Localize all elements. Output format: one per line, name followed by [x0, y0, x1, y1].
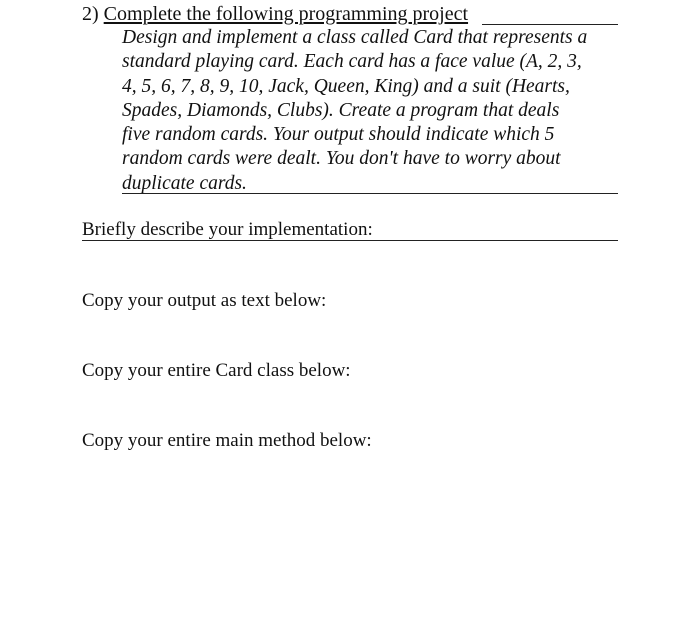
task-line: 4, 5, 6, 7, 8, 9, 10, Jack, Queen, King) and a suit (Hearts,: [122, 75, 570, 97]
question-number: 2): [82, 3, 99, 25]
task-line: Spades, Diamonds, Clubs). Create a program that deals: [122, 99, 560, 121]
describe-answer-line: [82, 240, 618, 241]
card-class-prompt: Copy your entire Card class below:: [82, 360, 351, 381]
describe-prompt: Briefly describe your implementation:: [82, 219, 373, 240]
output-prompt: Copy your output as text below:: [82, 290, 327, 311]
task-line: duplicate cards.: [122, 172, 247, 194]
main-method-prompt: Copy your entire main method below:: [82, 430, 372, 451]
question-heading: [82, 3, 618, 25]
task-line: five random cards. Your output should indicate which 5: [122, 124, 555, 146]
question-title: Complete the following programming project: [103, 3, 469, 25]
task-line: Design and implement a class called Card that represents a: [122, 27, 588, 48]
task-description: [122, 26, 622, 196]
task-line: standard playing card. Each card has a face value (A, 2, 3,: [122, 51, 582, 73]
task-line: random cards were dealt. You don't have to worry about: [122, 148, 561, 170]
heading-underline-rule: [482, 24, 618, 25]
description-underline-rule: [122, 193, 618, 194]
